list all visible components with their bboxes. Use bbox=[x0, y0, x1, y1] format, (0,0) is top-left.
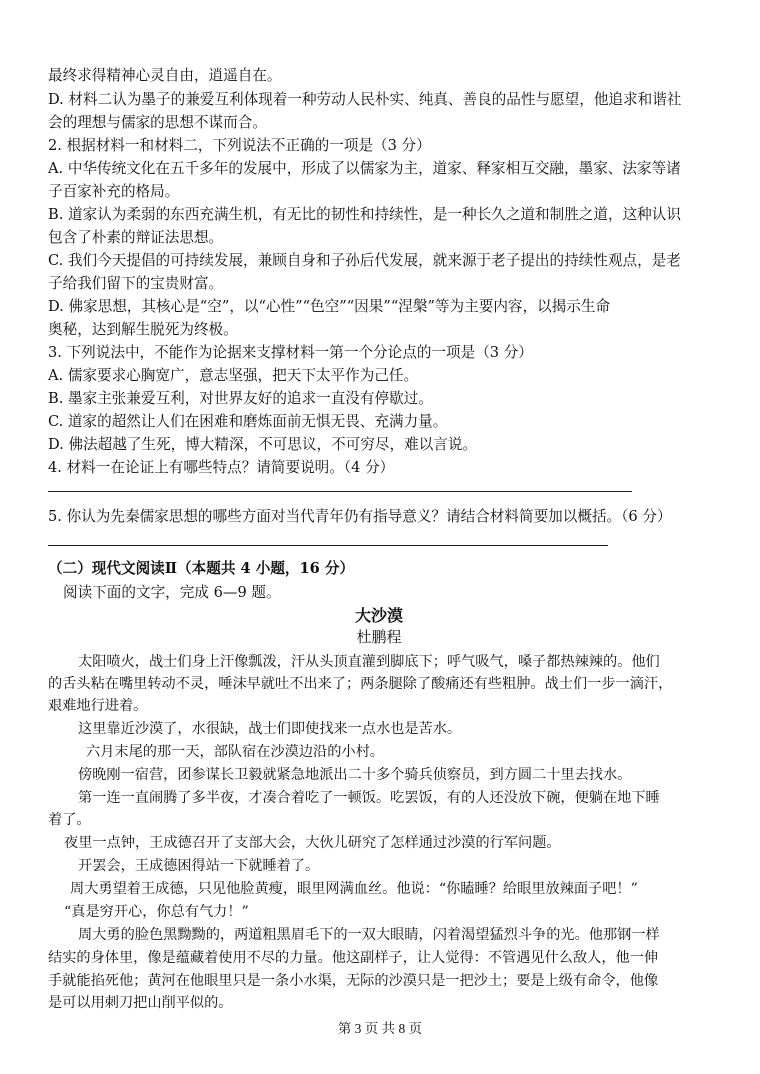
option-a-line: A. 中华传统文化在五千多年的发展中，形成了以儒家为主，道家、释家相互交融，墨家、法家等诸 bbox=[48, 160, 681, 177]
question-3: 3. 下列说法中，不能作为论据来支撑材料一第一个分论点的一项是（3 分） bbox=[48, 344, 533, 361]
option-c-line: C. 我们今天提倡的可持续发展，兼顾自身和子孙后代发展，就来源于老子提出的持续性观点，是老 bbox=[48, 252, 681, 269]
option-b-line: B. 墨家主张兼爱互利，对世界友好的追求一直没有停歇过。 bbox=[48, 390, 433, 407]
text-line: 子给我们留下的宝贵财富。 bbox=[48, 275, 224, 292]
option-c-line: C. 道家的超然让人们在困难和磨炼面前无惧无畏、充满力量。 bbox=[48, 413, 448, 430]
answer-line bbox=[48, 491, 632, 492]
passage-line: 开罢会，王成德困得站一下就睡着了。 bbox=[78, 858, 320, 874]
text-line: 子百家补充的格局。 bbox=[48, 183, 180, 200]
passage-line: 艰难地行进着。 bbox=[48, 698, 148, 714]
text-line: 奥秘，达到解生脱死为终极。 bbox=[48, 321, 238, 338]
passage-line: 着了。 bbox=[48, 812, 91, 828]
option-d-line: D. 佛法超越了生死，博大精深，不可思议，不可穷尽，难以言说。 bbox=[48, 436, 478, 453]
passage-line: 的舌头粘在嘴里转动不灵，唾沫早就吐不出来了；两条腿除了酸痛还有些粗肿。战士们一步一滴汗， bbox=[48, 676, 673, 692]
passage-line: “真是穷开心，你总有气力！” bbox=[64, 904, 249, 920]
question-5: 5. 你认为先秦儒家思想的哪些方面对当代青年仍有指导意义？请结合材料简要加以概括。（6 分） bbox=[48, 508, 672, 525]
passage-line: 太阳喷火，战士们身上汗像瓢泼，汗从头顶直灌到脚底下；呼气吸气，嗓子都热辣辣的。他们 bbox=[78, 654, 660, 670]
passage-line: 夜里一点钟，王成德召开了支部大会，大伙儿研究了怎样通过沙漠的行军问题。 bbox=[64, 835, 561, 851]
passage-line: 傍晚刚一宿营，团参谋长卫毅就紧急地派出二十多个骑兵侦察员，到方圆二十里去找水。 bbox=[78, 767, 632, 783]
text-line: 会的理想与儒家的思想不谋而合。 bbox=[48, 114, 267, 131]
instruction-text: 阅读下面的文字，完成 6—9 题。 bbox=[63, 584, 281, 601]
text-line: 最终求得精神心灵自由，逍遥自在。 bbox=[48, 67, 282, 84]
passage-line: 结实的身体里，像是蕴藏着使用不尽的力量。他这副样子，让人觉得：不管遇见什么敌人，他一伸 bbox=[48, 950, 659, 966]
passage-line: 六月末尾的那一天，部队宿在沙漠边沿的小村。 bbox=[86, 744, 384, 760]
question-4: 4. 材料一在论证上有哪些特点？请简要说明。（4 分） bbox=[48, 459, 395, 476]
option-d-line: D. 佛家思想，其核心是“空”，以“心性”“色空”“因果”“涅槃”等为主要内容，以揭示生命 bbox=[48, 298, 611, 315]
text-line: 包含了朴素的辩证法思想。 bbox=[48, 229, 224, 246]
passage-line: 周大勇的脸色黑黝黝的，两道粗黑眉毛下的一双大眼睛，闪着渴望猛烈斗争的光。他那钢一样 bbox=[78, 927, 660, 943]
passage-line: 这里靠近沙漠了，水很缺，战士们即使找来一点水也是苦水。 bbox=[78, 721, 462, 737]
option-d-line: D. 材料二认为墨子的兼爱互利体现着一种劳动人民朴实、纯真、善良的品性与愿望，他追求和谐社 bbox=[48, 91, 682, 108]
option-a-line: A. 儒家要求心胸宽广，意志坚强，把天下太平作为己任。 bbox=[48, 367, 419, 384]
answer-line bbox=[48, 545, 608, 546]
page-footer: 第 3 页 共 8 页 bbox=[337, 1021, 423, 1036]
section-heading: （二）现代文阅读Ⅱ（本题共 4 小题，16 分） bbox=[48, 560, 355, 577]
passage-line: 第一连一直闹腾了多半夜，才凑合着吃了一顿饭。吃罢饭，有的人还没放下碗，便躺在地下睡 bbox=[78, 790, 660, 806]
option-b-line: B. 道家认为柔弱的东西充满生机，有无比的韧性和持续性，是一种长久之道和制胜之道，这种认识 bbox=[48, 206, 681, 223]
passage-author: 杜鹏程 bbox=[356, 628, 402, 646]
passage-line: 周大勇望着王成德，只见他脸黄瘦，眼里网满血丝。他说：“你瞌睡？给眼里放辣面子吧！” bbox=[70, 881, 638, 897]
passage-line: 是可以用刺刀把山削平似的。 bbox=[48, 995, 233, 1011]
passage-title: 大沙漠 bbox=[354, 606, 403, 625]
passage-line: 手就能掐死他；黄河在他眼里只是一条小水渠，无际的沙漠只是一把沙土；要是上级有命令，他像 bbox=[48, 973, 659, 989]
question-2: 2. 根据材料一和材料二，下列说法不正确的一项是（3 分） bbox=[48, 137, 431, 154]
